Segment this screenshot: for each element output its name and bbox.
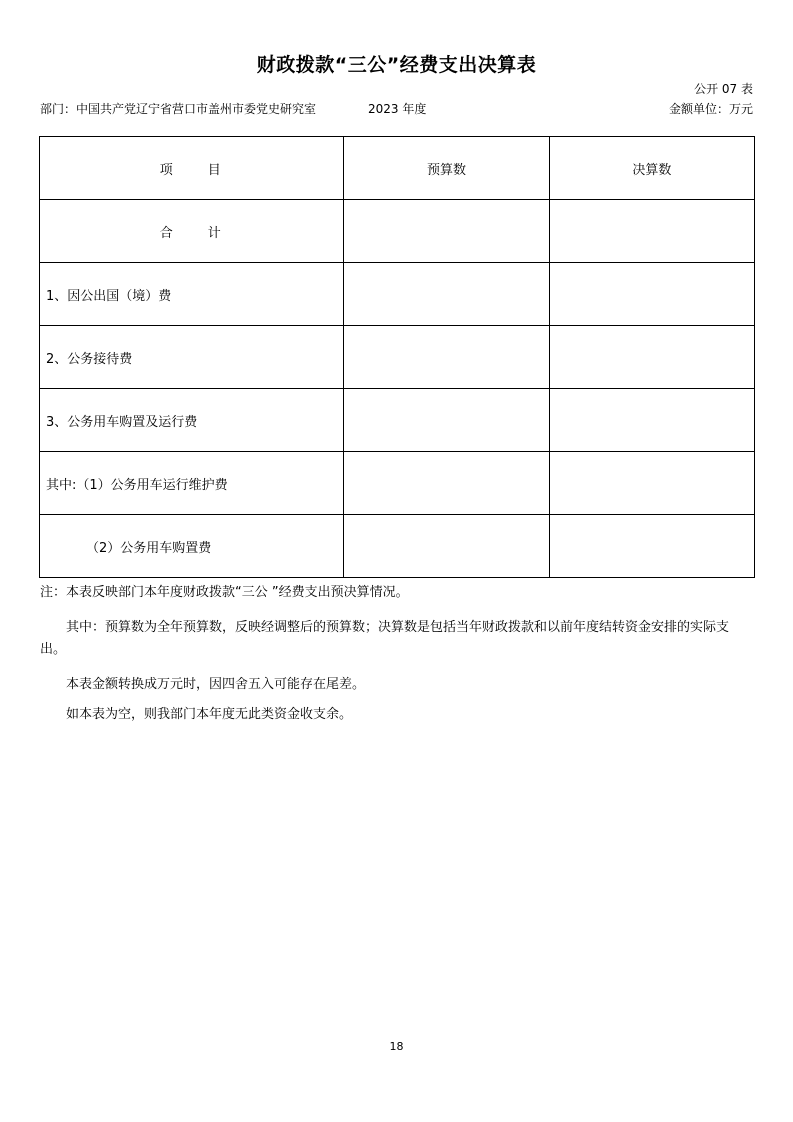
table-header-row	[40, 137, 755, 200]
year-label: 2023 年度	[368, 102, 427, 116]
row-label: （2）公务用车购置费	[40, 515, 344, 578]
budget-cell	[344, 452, 549, 515]
row-label: 合 计	[40, 200, 344, 263]
final-cell	[549, 452, 754, 515]
table-row	[40, 452, 755, 515]
row-label: 其中:（1）公务用车运行维护费	[40, 452, 344, 515]
budget-cell	[344, 389, 549, 452]
budget-cell	[344, 200, 549, 263]
header-budget: 预算数	[344, 137, 549, 200]
note-text: 如本表为空，则我部门本年度无此类资金收支余。	[66, 707, 353, 722]
row-label: 2、公务接待费	[40, 326, 344, 389]
header-item: 项 目	[40, 137, 344, 200]
notes-section	[40, 582, 752, 726]
page-number: 18	[389, 1040, 404, 1053]
final-cell	[549, 389, 754, 452]
final-cell	[549, 263, 754, 326]
table-row	[40, 389, 755, 452]
budget-cell	[344, 263, 549, 326]
table-row-total	[40, 200, 755, 263]
amount-unit-label: 金额单位：万元	[668, 102, 753, 116]
budget-cell	[344, 326, 549, 389]
expense-table	[39, 136, 755, 578]
budget-cell	[344, 515, 549, 578]
final-cell	[549, 200, 754, 263]
note-text: 其中：预算数为全年预算数，反映经调整后的预算数；决算数是包括当年财政拨款和以前年度结转资金安排的实际支出。	[40, 620, 730, 657]
department-label: 部门：中国共产党辽宁省营口市盖州市委党史研究室	[40, 102, 317, 116]
table-row	[40, 326, 755, 389]
note-text: 本表金额转换成万元时，因四舍五入可能存在尾差。	[66, 677, 366, 692]
form-number: 公开 07 表	[694, 82, 753, 96]
table-row	[40, 515, 755, 578]
table-row	[40, 263, 755, 326]
row-label: 3、公务用车购置及运行费	[40, 389, 344, 452]
final-cell	[549, 326, 754, 389]
note-text: 注：本表反映部门本年度财政拨款“三公 ”经费支出预决算情况。	[40, 585, 409, 600]
final-cell	[549, 515, 754, 578]
page-title: 财政拨款“三公”经费支出决算表	[256, 54, 537, 76]
header-final: 决算数	[549, 137, 754, 200]
row-label: 1、因公出国（境）费	[40, 263, 344, 326]
